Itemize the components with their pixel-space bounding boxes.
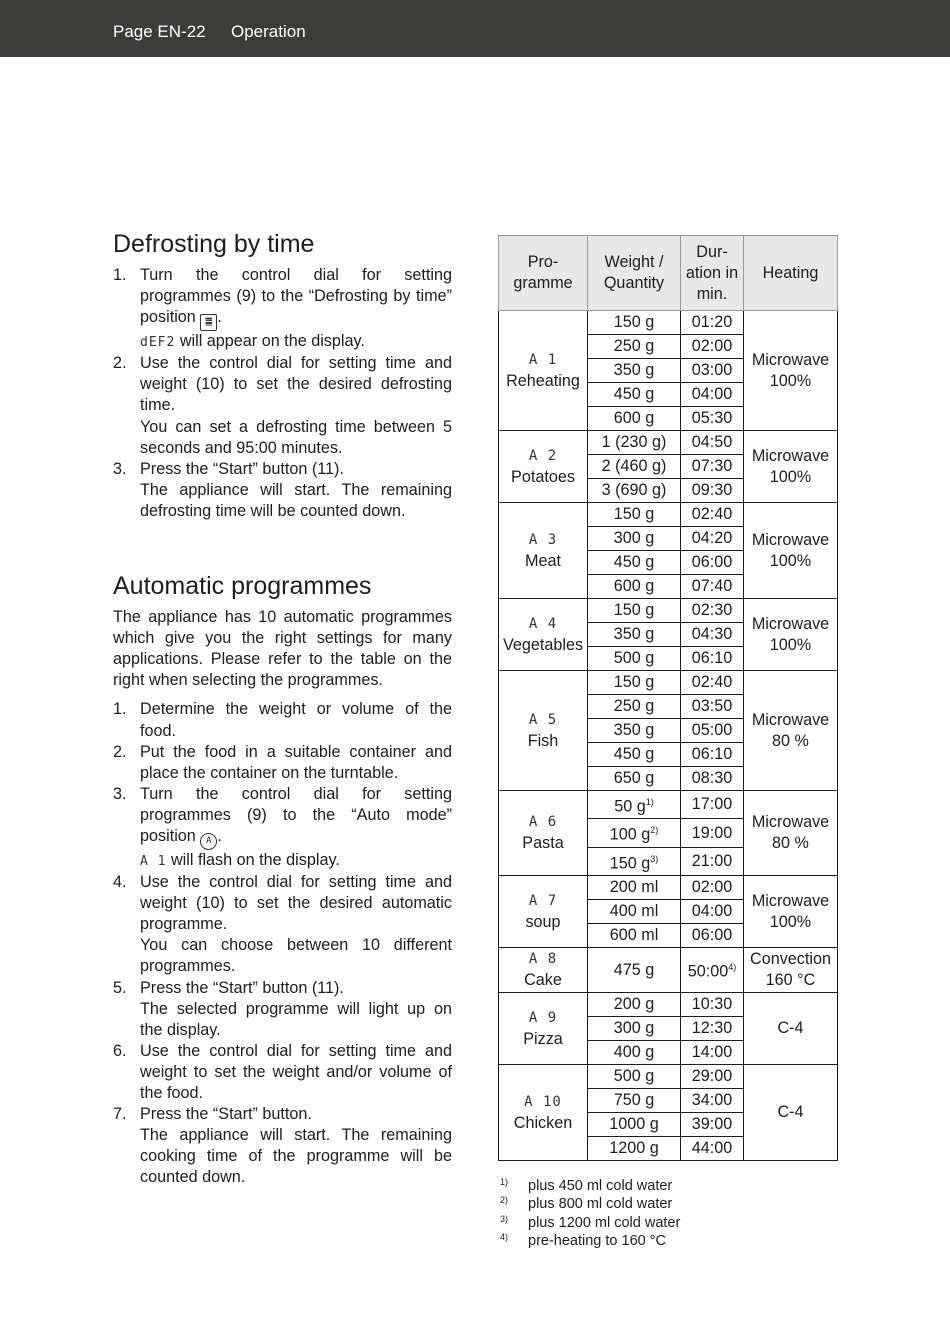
weight-cell — [588, 876, 681, 900]
footnote-mark: 1) — [500, 1177, 509, 1187]
step-subtext: The appliance will start. The remaining defrosting time will be counted down. — [140, 480, 452, 520]
heating-cell: Microwave 100% — [744, 311, 838, 431]
step-text-line — [140, 353, 452, 416]
heating-cell: Microwave 100% — [744, 431, 838, 503]
programme-name: Cake — [524, 971, 562, 990]
table-row — [499, 311, 838, 335]
weight-cell — [588, 924, 681, 948]
weight-value: 2 (460 g) — [601, 457, 667, 475]
duration-value: 21:00 — [691, 851, 733, 870]
step-item — [113, 699, 452, 741]
duration-value: 02:40 — [691, 505, 733, 523]
duration-cell — [681, 311, 744, 335]
duration-cell — [681, 1113, 744, 1137]
weight-value: 350 g — [613, 721, 655, 739]
step-subtext: The selected programme will light up on the display. — [140, 999, 452, 1039]
step-number: 6. — [113, 1041, 127, 1060]
weight-value: 200 g — [613, 995, 655, 1014]
col-weight: Weight / Quantity — [588, 236, 681, 311]
weight-cell — [588, 455, 681, 479]
heating-cell: Microwave 100% — [744, 503, 838, 599]
step-subtext-line — [140, 1125, 452, 1188]
step-item — [113, 1104, 452, 1188]
programme-cell — [499, 791, 588, 876]
table-row — [499, 599, 838, 623]
table-row — [499, 431, 838, 455]
weight-value: 150 g — [609, 854, 651, 873]
weight-cell — [588, 993, 681, 1017]
duration-cell — [681, 407, 744, 431]
weight-value: 1000 g — [609, 1115, 659, 1134]
step-text: Turn the control dial for setting programmes (9) to the “Defrosting by time” position — [140, 266, 452, 327]
footnote-ref: 2) — [650, 825, 659, 836]
weight-cell — [588, 671, 681, 695]
weight-cell — [588, 719, 681, 743]
duration-value: 50:00 — [687, 962, 729, 981]
table-row — [499, 503, 838, 527]
weight-value: 300 g — [613, 529, 655, 547]
duration-cell — [681, 924, 744, 948]
programme-code: A 7 — [528, 892, 558, 909]
weight-cell — [588, 383, 681, 407]
weight-value: 400 g — [613, 1043, 655, 1062]
step-text: Turn the control dial for setting programmes (9) to the “Auto mode” position — [140, 784, 452, 845]
footnote-text: plus 800 ml cold water — [528, 1196, 673, 1213]
programme-name: Reheating — [506, 371, 580, 390]
weight-cell — [588, 695, 681, 719]
step-subtext-line — [140, 480, 452, 522]
step-number: 1. — [113, 700, 127, 719]
weight-cell — [588, 575, 681, 599]
programme-code: A 2 — [528, 447, 558, 464]
duration-cell — [681, 847, 744, 875]
step-number: 3. — [113, 459, 127, 478]
weight-cell — [588, 647, 681, 671]
programme-code: A 8 — [528, 951, 558, 968]
duration-cell — [681, 551, 744, 575]
step-text-line — [140, 1041, 452, 1104]
step-text-line — [140, 459, 452, 480]
weight-value: 400 ml — [609, 902, 659, 921]
duration-value: 07:40 — [691, 577, 733, 595]
step-subtext: The appliance will start. The remaining cooking time of the programme will be counted down. — [140, 1126, 452, 1187]
footnote-mark: 3) — [500, 1213, 509, 1224]
step-text: Put the food in a suitable container and place the container on the turntable. — [140, 742, 452, 782]
display-code: A 1 — [140, 853, 167, 869]
step-text: Use the control dial for setting time and weight (10) to set the desired defrosting time. — [140, 354, 452, 415]
duration-cell — [681, 876, 744, 900]
weight-value: 475 g — [613, 960, 655, 979]
step-text-line — [140, 742, 452, 784]
duration-value: 02:40 — [691, 673, 733, 691]
left-column — [113, 228, 452, 1188]
footnote-ref: 3) — [650, 853, 659, 864]
weight-value: 600 ml — [609, 926, 659, 945]
step-text-line: Turn the control dial for setting programmes (9) to the “Defrosting by time” position ䷀ . — [140, 265, 452, 331]
weight-value: 250 g — [613, 697, 655, 715]
page-number: Page EN-22 — [113, 22, 206, 41]
weight-value: 350 g — [613, 361, 655, 379]
programme-table — [498, 235, 838, 1161]
step-subtext-line — [140, 935, 452, 977]
programme-code: A 1 — [528, 351, 558, 368]
col-heating: Heating — [744, 236, 838, 311]
duration-cell — [681, 819, 744, 847]
weight-cell — [588, 791, 681, 819]
weight-value: 200 ml — [609, 878, 659, 897]
table-header-row — [499, 236, 838, 311]
weight-cell — [588, 900, 681, 924]
heating-cell: Microwave 80 % — [744, 671, 838, 791]
programme-name: Pasta — [522, 834, 564, 853]
weight-cell — [588, 407, 681, 431]
step-subtext: will appear on the display. — [179, 332, 365, 351]
duration-value: 06:10 — [691, 745, 733, 763]
programme-cell — [499, 1065, 588, 1161]
defrost-heading: Defrosting by time — [113, 230, 315, 258]
programme-cell — [499, 993, 588, 1065]
duration-value: 05:30 — [691, 409, 733, 427]
footnote-ref: 4) — [728, 962, 737, 973]
programme-code: A 10 — [524, 1093, 562, 1110]
programme-name: Fish — [527, 731, 559, 750]
weight-cell — [588, 431, 681, 455]
programme-cell — [499, 671, 588, 791]
weight-value: 250 g — [613, 337, 655, 355]
duration-value: 06:10 — [691, 649, 733, 667]
programme-code: A 5 — [528, 711, 558, 728]
step-item — [113, 265, 452, 353]
duration-value: 34:00 — [691, 1091, 733, 1110]
duration-cell — [681, 900, 744, 924]
duration-cell — [681, 479, 744, 503]
step-subtext: will flash on the display. — [170, 850, 340, 869]
duration-cell — [681, 647, 744, 671]
weight-cell — [588, 623, 681, 647]
weight-cell — [588, 819, 681, 847]
footnote — [500, 1232, 680, 1250]
weight-value: 650 g — [613, 769, 655, 787]
defrost-steps — [113, 265, 452, 522]
step-item — [113, 1041, 452, 1104]
weight-cell — [588, 1113, 681, 1137]
programme-name: Pizza — [523, 1029, 563, 1048]
footnote — [500, 1177, 680, 1195]
programme-name: Vegetables — [502, 635, 584, 654]
step-subtext: You can set a defrosting time between 5 seconds and 95:00 minutes. — [140, 417, 452, 457]
weight-value: 600 g — [613, 577, 655, 595]
section-title: Operation — [231, 22, 306, 41]
duration-cell — [681, 1089, 744, 1113]
auto-steps — [113, 699, 452, 1188]
programme-code: A 4 — [528, 615, 558, 632]
programme-cell — [499, 599, 588, 671]
weight-cell — [588, 1089, 681, 1113]
footnote-text: plus 450 ml cold water — [528, 1178, 673, 1194]
duration-cell — [681, 383, 744, 407]
duration-value: 03:00 — [691, 361, 733, 379]
weight-value: 150 g — [613, 313, 655, 331]
table-row — [499, 993, 838, 1017]
weight-value: 450 g — [613, 745, 655, 763]
programme-cell — [499, 311, 588, 431]
weight-cell — [588, 1017, 681, 1041]
step-text-line — [140, 1104, 452, 1125]
duration-value: 07:30 — [691, 457, 733, 475]
duration-value: 04:00 — [691, 385, 733, 403]
duration-value: 44:00 — [691, 1139, 733, 1158]
duration-cell — [681, 743, 744, 767]
footnote-ref: 1) — [645, 797, 654, 807]
step-text: Press the “Start” button (11). — [140, 978, 344, 997]
step-item — [113, 353, 452, 458]
programme-name: Meat — [525, 551, 561, 570]
duration-cell — [681, 527, 744, 551]
step-number: 2. — [113, 742, 127, 761]
heating-cell: Microwave 80 % — [744, 791, 838, 876]
step-subtext-line — [140, 331, 452, 353]
duration-cell — [681, 719, 744, 743]
weight-cell — [588, 527, 681, 551]
step-number: 1. — [113, 266, 127, 284]
step-item — [113, 978, 452, 1041]
duration-value: 19:00 — [691, 823, 733, 842]
step-text: Press the “Start” button (11). — [140, 459, 344, 478]
duration-value: 06:00 — [691, 553, 733, 571]
weight-cell — [588, 311, 681, 335]
weight-value: 50 g — [614, 797, 646, 816]
duration-value: 29:00 — [691, 1067, 733, 1086]
duration-value: 04:50 — [691, 433, 733, 451]
duration-cell — [681, 695, 744, 719]
duration-cell — [681, 1017, 744, 1041]
weight-cell — [588, 767, 681, 791]
programme-cell — [499, 876, 588, 948]
weight-value: 450 g — [613, 385, 655, 403]
table-row — [499, 948, 838, 993]
duration-value: 10:30 — [691, 995, 733, 1014]
heating-cell: C-4 — [744, 1065, 838, 1161]
duration-value: 14:00 — [691, 1043, 733, 1062]
duration-cell — [681, 1041, 744, 1065]
weight-value: 500 g — [613, 1067, 655, 1086]
duration-value: 06:00 — [691, 926, 733, 945]
heating-cell: Microwave 100% — [744, 876, 838, 948]
weight-cell — [588, 1065, 681, 1089]
weight-cell — [588, 847, 681, 875]
step-number: 5. — [113, 978, 127, 997]
auto-heading: Automatic programmes — [113, 572, 372, 601]
footnotes — [500, 1177, 680, 1250]
step-text-line — [140, 872, 452, 935]
duration-cell — [681, 359, 744, 383]
duration-value: 04:00 — [691, 902, 733, 921]
step-number: 4. — [113, 873, 127, 892]
step-subtext-line — [140, 417, 452, 459]
footnote — [500, 1195, 680, 1213]
weight-value: 100 g — [609, 825, 651, 844]
footnote-mark: 4) — [500, 1231, 509, 1242]
programme-name: Potatoes — [511, 467, 575, 486]
col-programme: Pro-gramme — [499, 236, 588, 311]
programme-code: A 9 — [528, 1009, 558, 1026]
programme-cell — [499, 431, 588, 503]
weight-value: 150 g — [613, 673, 655, 691]
duration-cell — [681, 575, 744, 599]
duration-value: 01:20 — [691, 313, 733, 331]
duration-value: 02:30 — [691, 601, 733, 619]
programme-code: A 6 — [528, 814, 558, 831]
weight-value: 300 g — [613, 1019, 655, 1038]
duration-cell — [681, 503, 744, 527]
weight-cell — [588, 948, 681, 993]
step-number: 3. — [113, 784, 127, 803]
weight-value: 600 g — [613, 409, 655, 427]
duration-cell — [681, 335, 744, 359]
weight-value: 450 g — [613, 553, 655, 571]
footnote — [500, 1214, 680, 1232]
weight-cell — [588, 335, 681, 359]
duration-value: 04:20 — [691, 529, 733, 547]
programme-cell — [499, 948, 588, 993]
duration-value: 02:00 — [691, 878, 733, 897]
duration-cell — [681, 948, 744, 993]
step-subtext: You can choose between 10 different programmes. — [140, 936, 452, 976]
step-text-line — [140, 978, 452, 999]
duration-cell — [681, 767, 744, 791]
duration-value: 03:50 — [691, 697, 733, 715]
heating-cell: C-4 — [744, 993, 838, 1065]
auto-mode-icon: A — [200, 833, 217, 850]
duration-value: 39:00 — [691, 1115, 733, 1134]
weight-cell — [588, 551, 681, 575]
table-row — [499, 876, 838, 900]
duration-value: 04:30 — [691, 625, 733, 643]
weight-cell — [588, 359, 681, 383]
programme-name: Chicken — [513, 1113, 573, 1132]
weight-value: 1 (230 g) — [601, 433, 667, 451]
programme-rows — [499, 311, 838, 1161]
footnote-mark: 2) — [500, 1195, 509, 1206]
step-text: Use the control dial for setting time and weight to set the weight and/or volume of the food. — [140, 1041, 452, 1102]
duration-value: 09:30 — [691, 481, 733, 499]
step-text: Use the control dial for setting time and weight (10) to set the desired automatic programme. — [140, 873, 452, 934]
display-code: dEF2 — [140, 335, 176, 351]
duration-cell — [681, 599, 744, 623]
programme-code: A 3 — [528, 531, 558, 548]
duration-cell — [681, 1065, 744, 1089]
weight-cell — [588, 479, 681, 503]
auto-intro: The appliance has 10 automatic programmes which give you the right settings for many applications. Please refer to the table on the right when selecting the programmes. — [113, 608, 452, 690]
step-text: Press the “Start” button. — [140, 1105, 312, 1124]
duration-cell — [681, 431, 744, 455]
weight-value: 3 (690 g) — [601, 481, 667, 499]
table-row — [499, 671, 838, 695]
duration-value: 05:00 — [691, 721, 733, 739]
step-number: 2. — [113, 354, 127, 373]
step-item — [113, 784, 452, 872]
step-text-line — [140, 699, 452, 741]
duration-cell — [681, 623, 744, 647]
programme-name: soup — [525, 912, 561, 931]
weight-cell — [588, 599, 681, 623]
duration-cell — [681, 671, 744, 695]
duration-cell — [681, 993, 744, 1017]
step-subtext-line — [140, 850, 452, 872]
weight-value: 750 g — [613, 1091, 655, 1110]
duration-cell — [681, 791, 744, 819]
weight-cell — [588, 1137, 681, 1161]
step-subtext-line — [140, 999, 452, 1041]
duration-value: 12:30 — [691, 1019, 733, 1038]
weight-value: 350 g — [613, 625, 655, 643]
weight-cell — [588, 503, 681, 527]
footnote-text: pre-heating to 160 °C — [528, 1232, 666, 1249]
duration-value: 08:30 — [691, 769, 733, 787]
heating-cell: Convection 160 °C — [744, 948, 838, 993]
duration-cell — [681, 1137, 744, 1161]
duration-value: 02:00 — [691, 337, 733, 355]
heating-cell: Microwave 100% — [744, 599, 838, 671]
step-item — [113, 742, 452, 784]
weight-value: 150 g — [613, 505, 655, 523]
page-header — [0, 0, 950, 57]
step-item — [113, 459, 452, 522]
footnote-text: plus 1200 ml cold water — [528, 1214, 681, 1231]
table-row — [499, 1065, 838, 1089]
weight-cell — [588, 1041, 681, 1065]
programme-cell — [499, 503, 588, 599]
table-row — [499, 791, 838, 819]
weight-value: 1200 g — [609, 1139, 659, 1158]
weight-value: 500 g — [613, 649, 655, 667]
duration-cell — [681, 455, 744, 479]
defrost-icon: ䷀ — [200, 314, 217, 331]
weight-value: 150 g — [613, 601, 655, 619]
step-number: 7. — [113, 1105, 127, 1124]
duration-value: 17:00 — [691, 795, 733, 814]
step-item — [113, 872, 452, 977]
step-text-line: Turn the control dial for setting programmes (9) to the “Auto mode” position A . — [140, 784, 452, 850]
step-text: Determine the weight or volume of the food. — [140, 700, 452, 740]
weight-cell — [588, 743, 681, 767]
col-duration: Dur-ation in min. — [681, 236, 744, 311]
